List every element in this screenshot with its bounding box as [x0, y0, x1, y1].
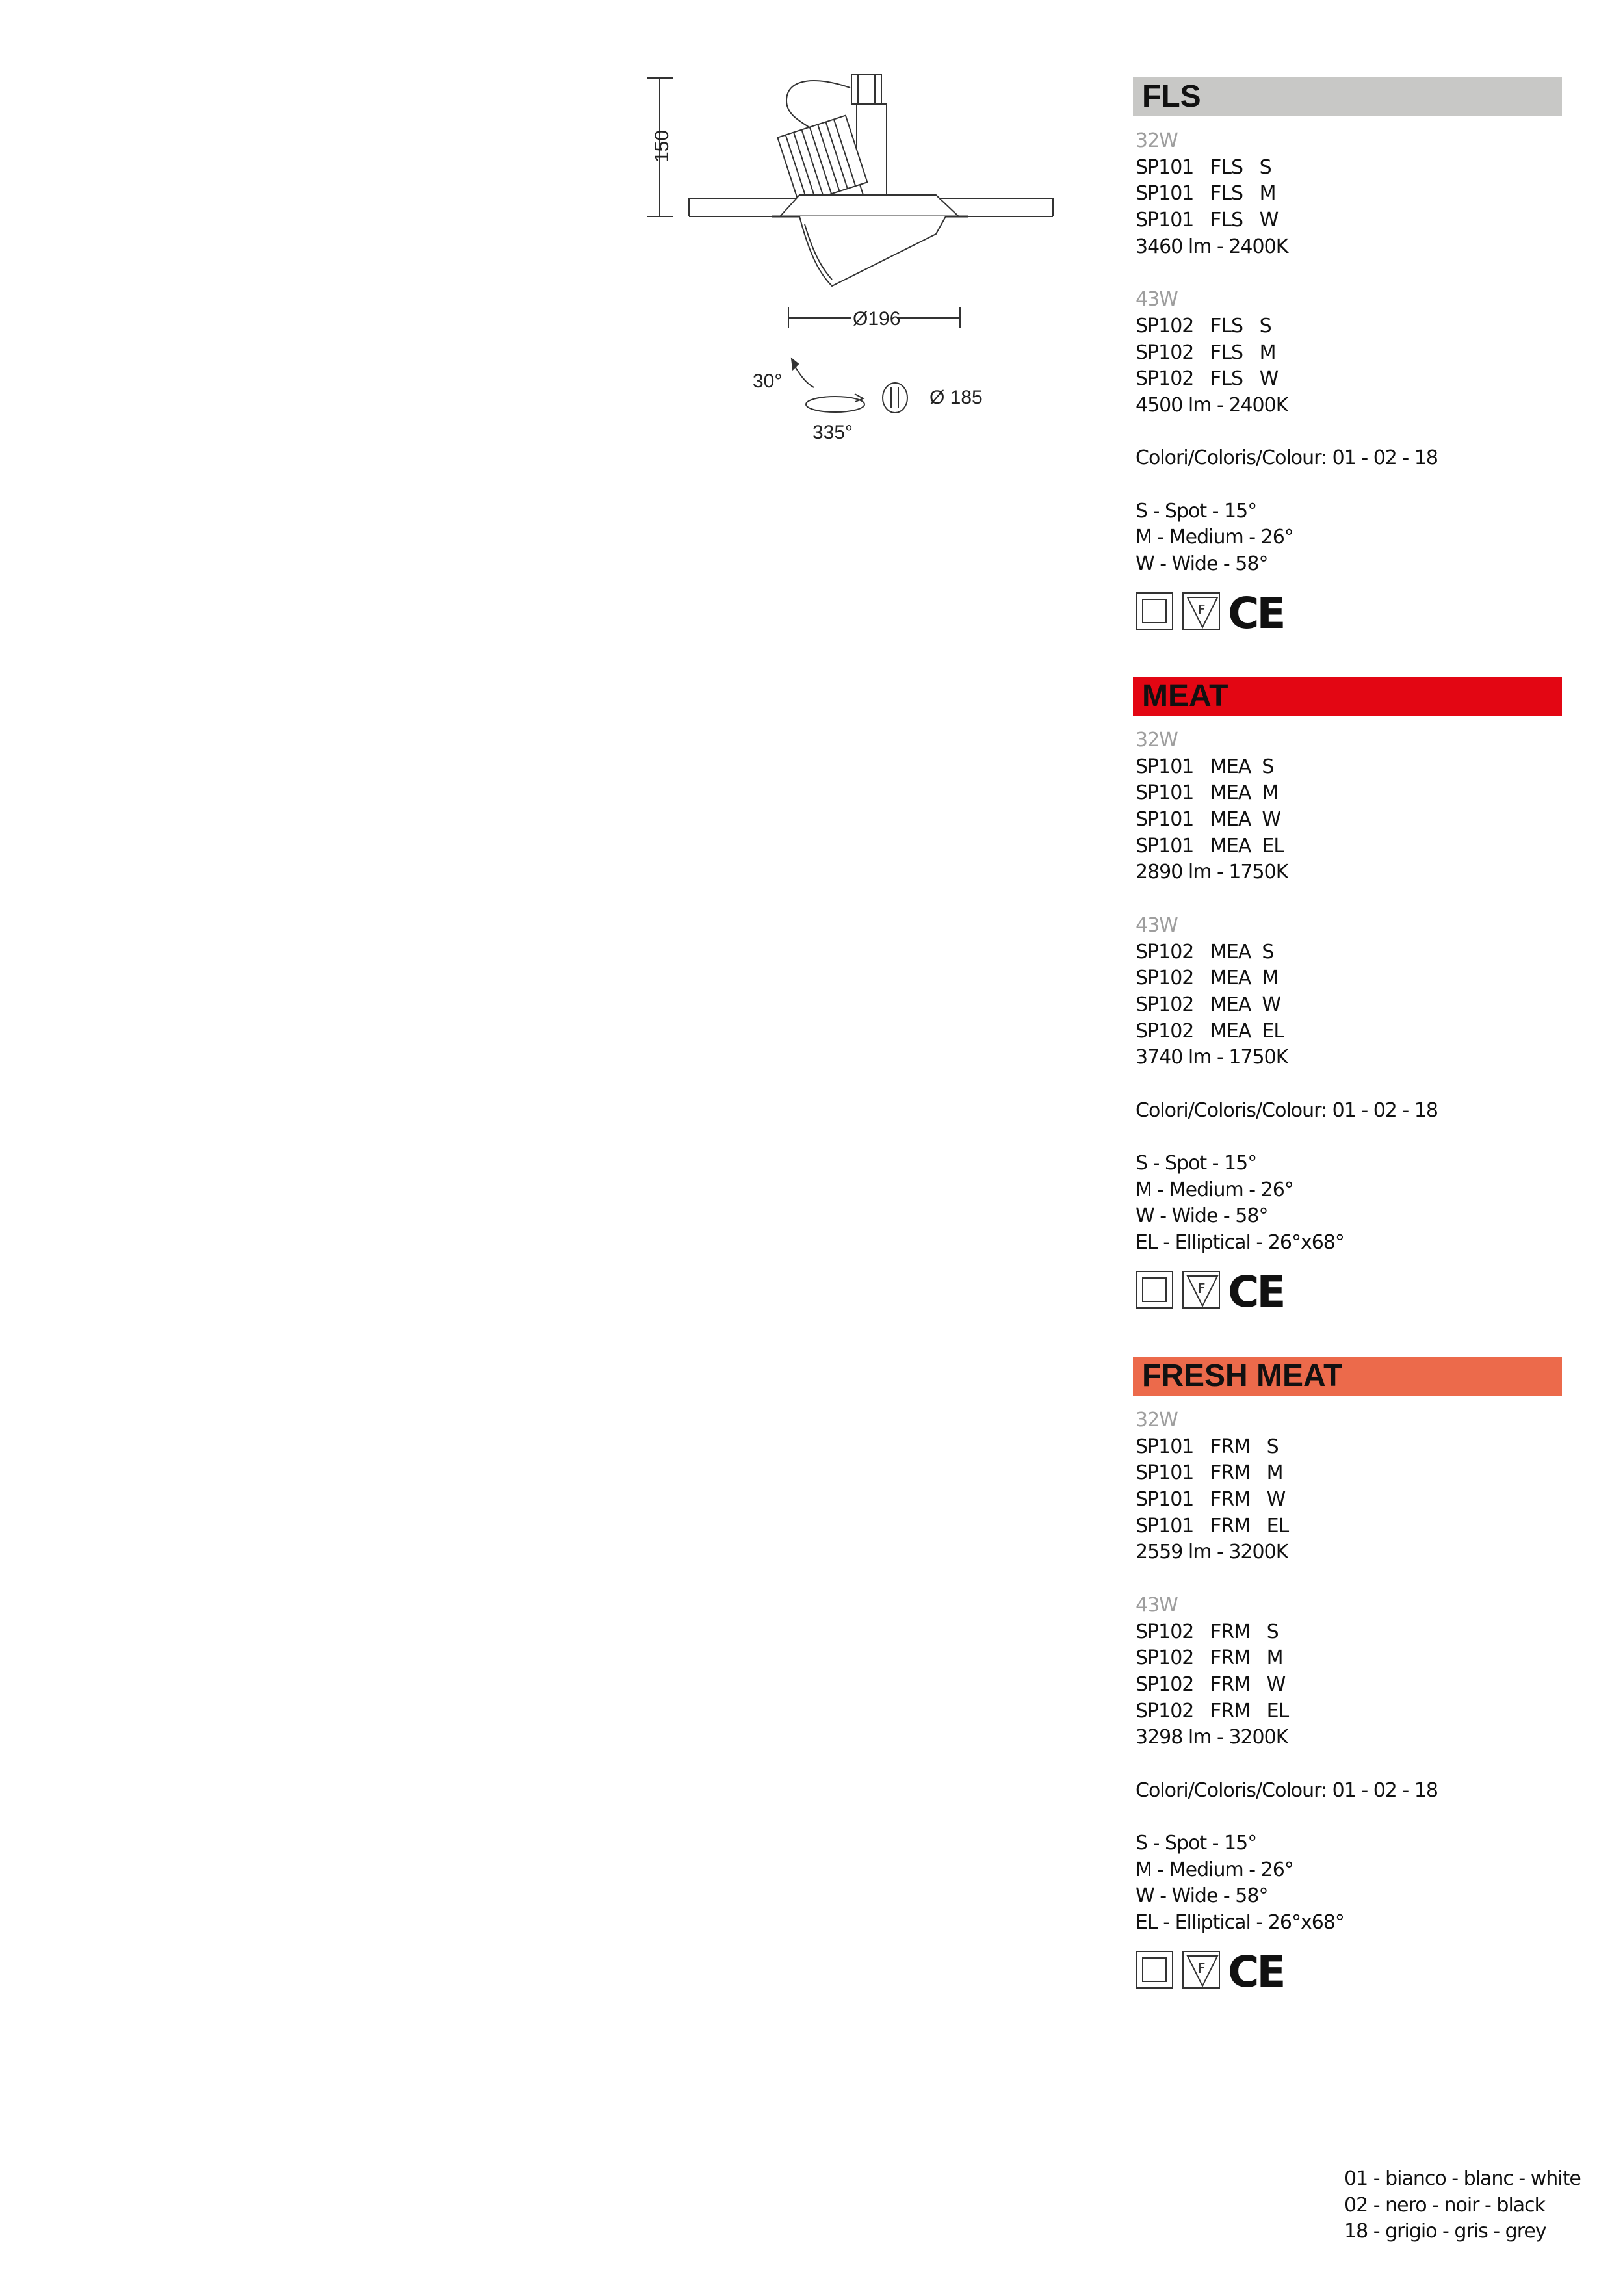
lumen-output: 3460 lm - 2400K	[1136, 235, 1288, 258]
lumen-output: 3298 lm - 3200K	[1136, 1726, 1288, 1749]
height-dimension-label: 150	[651, 129, 673, 163]
colour-options: Colori/Coloris/Colour: 01 - 02 - 18	[1136, 447, 1438, 470]
product-code: SP102 FRM M	[1136, 1647, 1283, 1670]
colour-options: Colori/Coloris/Colour: 01 - 02 - 18	[1136, 1099, 1438, 1122]
lumen-output: 2559 lm - 3200K	[1136, 1541, 1288, 1564]
product-code: SP101 FRM EL	[1136, 1514, 1289, 1537]
optic-option: M - Medium - 26°	[1136, 526, 1293, 549]
svg-text:F: F	[1198, 601, 1206, 618]
lumen-output: 2890 lm - 1750K	[1136, 861, 1288, 884]
section-header	[1133, 77, 1562, 116]
product-code: SP102 MEA EL	[1136, 1019, 1284, 1043]
section-meat	[1133, 677, 1562, 1316]
class-ii-icon	[1136, 592, 1173, 630]
ce-mark-icon: CE	[1228, 588, 1284, 638]
product-code: SP101 FLS W	[1136, 209, 1279, 232]
product-code: SP102 MEA M	[1136, 967, 1279, 990]
section-title: FRESH MEAT	[1142, 1359, 1343, 1393]
f-mark-icon	[1182, 592, 1220, 630]
legend-item: 01 - bianco - blanc - white	[1344, 2167, 1581, 2190]
product-code: SP102 FRM EL	[1136, 1699, 1289, 1723]
section-header	[1133, 677, 1562, 716]
optic-option: S - Spot - 15°	[1136, 499, 1257, 523]
product-code: SP101 FRM W	[1136, 1488, 1286, 1511]
product-code: SP101 FRM S	[1136, 1435, 1279, 1458]
product-code: SP102 MEA W	[1136, 993, 1281, 1016]
legend-item: 18 - grigio - gris - grey	[1344, 2220, 1546, 2243]
class-ii-icon	[1136, 1951, 1173, 1989]
certification-marks	[1136, 1946, 1562, 1997]
product-code: SP102 FRM S	[1136, 1620, 1279, 1643]
ce-mark-icon: CE	[1228, 1266, 1284, 1317]
svg-text:F: F	[1198, 1280, 1206, 1296]
colour-legend	[1344, 2166, 1581, 2245]
wattage: 32W	[1136, 1409, 1178, 1431]
product-code: SP102 FLS S	[1136, 314, 1271, 337]
colour-options: Colori/Coloris/Colour: 01 - 02 - 18	[1136, 1779, 1438, 1802]
wattage: 43W	[1136, 1593, 1178, 1617]
product-code: SP102 MEA S	[1136, 940, 1274, 963]
section-title: MEAT	[1142, 679, 1228, 713]
spec-list	[1136, 727, 1562, 1257]
product-code: SP101 MEA M	[1136, 781, 1279, 805]
section-fresh-meat	[1133, 1357, 1562, 1996]
optic-option: M - Medium - 26°	[1136, 1858, 1293, 1881]
optic-option: W - Wide - 58°	[1136, 553, 1268, 575]
legend-item: 02 - nero - noir - black	[1344, 2193, 1546, 2217]
rotation-angle-label: 335°	[812, 422, 853, 443]
optic-option: W - Wide - 58°	[1136, 1885, 1268, 1908]
optic-option: S - Spot - 15°	[1136, 1152, 1257, 1175]
wattage: 43W	[1136, 913, 1178, 937]
optic-option: M - Medium - 26°	[1136, 1178, 1293, 1201]
section-title: FLS	[1142, 79, 1201, 114]
product-code: SP101 FLS S	[1136, 155, 1271, 179]
f-mark-icon	[1182, 1271, 1220, 1309]
optic-option: S - Spot - 15°	[1136, 1832, 1257, 1855]
section-fls	[1133, 77, 1562, 638]
optic-option: EL - Elliptical - 26°x68°	[1136, 1911, 1344, 1935]
spec-list	[1136, 1407, 1562, 1937]
product-code: SP101 FLS M	[1136, 182, 1276, 205]
wattage: 32W	[1136, 129, 1178, 152]
product-code: SP102 FRM W	[1136, 1673, 1286, 1696]
spec-list	[1136, 128, 1562, 578]
section-header	[1133, 1357, 1562, 1396]
width-dimension-label: Ø196	[853, 308, 901, 330]
tilt-angle-label: 30°	[753, 371, 783, 392]
product-code: SP102 FLS M	[1136, 341, 1276, 364]
product-code: SP101 FRM M	[1136, 1461, 1283, 1485]
technical-drawing	[0, 0, 1105, 468]
certification-marks	[1136, 588, 1562, 638]
ce-mark-icon: CE	[1228, 1946, 1284, 1997]
certification-marks	[1136, 1266, 1562, 1317]
product-code: SP102 FLS W	[1136, 367, 1279, 391]
class-ii-icon	[1136, 1271, 1173, 1309]
product-code: SP101 MEA EL	[1136, 834, 1284, 857]
f-mark-icon	[1182, 1951, 1220, 1989]
cutout-dimension-label: Ø 185	[929, 387, 983, 408]
optic-option: W - Wide - 58°	[1136, 1205, 1268, 1228]
lumen-output: 3740 lm - 1750K	[1136, 1046, 1288, 1069]
wattage: 43W	[1136, 288, 1178, 311]
wattage: 32W	[1136, 729, 1178, 751]
product-code: SP101 MEA S	[1136, 755, 1274, 778]
lumen-output: 4500 lm - 2400K	[1136, 393, 1288, 417]
product-code: SP101 MEA W	[1136, 808, 1281, 831]
optic-option: EL - Elliptical - 26°x68°	[1136, 1231, 1344, 1255]
svg-text:F: F	[1198, 1960, 1206, 1976]
